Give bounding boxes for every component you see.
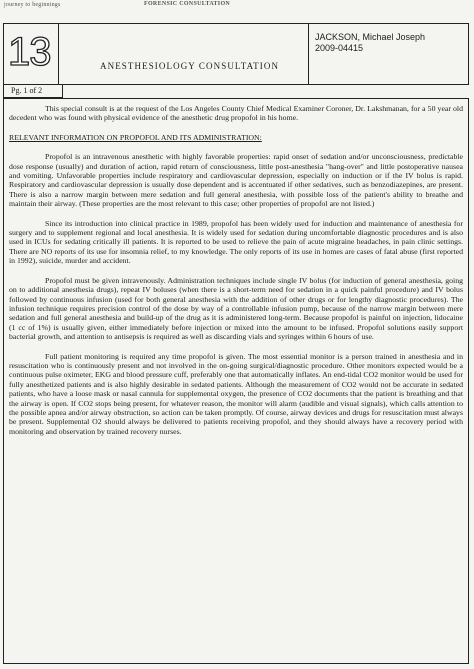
patient-name: JACKSON, Michael Joseph	[315, 32, 426, 42]
page-label: Pg. 1 of 2	[11, 86, 43, 95]
paragraph-administration: Propofol must be given intravenously. Administration techniques include single IV bolus (for induction of general anesthesia, going on to additional anesthesia drugs), repeat IV boluses (when there is a short-term need for sedation in a quick painful procedure) and IV bolus followed by continuous infusion (used for both general anesthesia with the addition of other drugs or for lengthy diagnostic procedures). The infusion technique requires precision control of the dose by way of a controllable infusion pump, because of the narrow margin between mere sedation and full general anesthesia and build-up of the drug as it is administered long-term. Because propofol is painful on injection, lidocaine (1 cc of 1%) is usually given, either immediately before injection or mixed into the amount to be infused. Propofol solutions easily support bacterial growth, and attention to antisepsis is required as well as discarding vials and syringes within 6 hours of use.	[9, 275, 463, 342]
clipped-header-center: FORENSIC CONSULTATION	[144, 1, 231, 7]
consult-title: ANESTHESIOLOGY CONSULTATION	[100, 61, 280, 71]
clipped-header	[0, 0, 474, 18]
case-number: 13	[8, 30, 51, 74]
paragraph-monitoring: Full patient monitoring is required any time propofol is given. The most essential monitor is a person trained in anesthesia and in resuscitation who is continuously present and not involved in the on-going surgical/diagnostic procedure. Other monitors expected would be a continuous pulse oximeter, EKG and blood pressure cuff, preferably one that automatically inflates. An end-tidal CO2 monitor would be used for fully anesthetized patients and is also highly desirable in sedated patients. Although the measurement of CO2 would not be accurate in sedated patients, who have a loose mask or nasal cannula for supplemental oxygen, the presence of CO2 documents that the patient is breathing and that the airway is open. If CO2 stops being present, for whatever reason, the monitor will alarm (audible and visual signals), which calls attention to the possible apnea and/or airway obstruction, so action can be taken promptly. Of course, airway devices and drugs for resuscitation must always be present. Supplemental O2 should always be delivered to patients receiving propofol, and they should always have a recovery period with monitoring and observation by trained recovery nurses.	[9, 351, 463, 436]
intro-paragraph: This special consult is at the request of the Los Angeles County Chief Medical Examiner Coroner, Dr. Lakshmanan, for a 50 year old decedent who was found with physical evidence of the anesthetic drug propofol in his home.	[9, 104, 463, 123]
patient-info-box	[308, 24, 468, 84]
case-number-box	[4, 24, 59, 84]
patient-id: 2009-04415	[315, 43, 364, 53]
document-body	[3, 98, 469, 664]
clipped-header-left: journey to beginnings	[4, 2, 61, 8]
paragraph-properties: Propofol is an intravenous anesthetic with highly favorable properties: rapid onset of sedation and/or unconsciousness, predictable dose response (usually) and duration of action, rapid return of consciousness, little post-anesthesia "hang-over" and little postoperative nausea and vomiting. Unfavorable properties include respiratory and cardiovascular depression, especially on induction or if the IV bolus is rapid. Respiratory and cardiovascular depression is usually dose dependent and is accentuated if other sedatives, such as benzodiazepines, are present. There is also a narrow margin between mere sedation and full general anesthesia, with possible loss of the patient's ability to breathe and maintain their airway. (These properties are the most relevant to this case; other properties of propofol are not listed.)	[9, 152, 463, 209]
document-content	[9, 104, 463, 446]
paragraph-clinical-use: Since its introduction into clinical practice in 1989, propofol has been widely used for induction and maintenance of anesthesia for surgery and to supplement regional and local anesthesia. It is widely used for sedation during uncomfortable diagnostic procedures and is also used in ICUs for sedating critically ill patients. It is reported to be used to relieve the pain of acute migraine headaches, in pain clinic settings. There are NO reports of its use for insomnia relief, to my knowledge. The only reports of its use in homes are cases of fatal abuse (first reported in 1992), suicide, murder and accident.	[9, 218, 463, 266]
page-indicator	[3, 85, 63, 98]
consultation-header	[3, 23, 469, 85]
section-heading: RELEVANT INFORMATION ON PROPOFOL AND ITS ADMINISTRATION:	[9, 132, 262, 142]
